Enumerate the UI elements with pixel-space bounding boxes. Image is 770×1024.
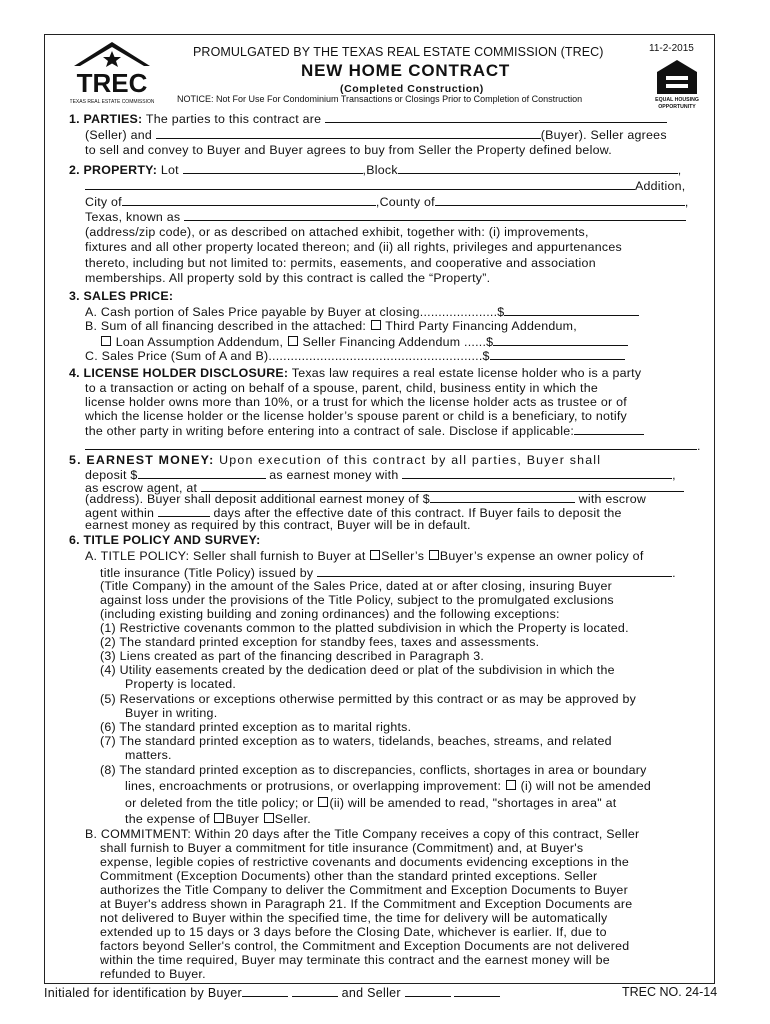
sales-price-c: C. Sales Price (Sum of A and B)..........................................................$: [85, 348, 625, 363]
sales-price-b-2: Loan Assumption Addendum, Seller Financing Addendum ......$: [100, 334, 628, 349]
disclosure-blank[interactable]: [574, 423, 644, 435]
escrow-agent-blank[interactable]: [402, 467, 672, 479]
commitment-line-4: Commitment (Exception Documents) other than the standard printed exceptions. Seller: [100, 869, 598, 883]
title-a-line-5: (including existing building and zoning ordinances) and the following exceptions:: [100, 607, 560, 621]
license-line-3: license holder owns more than 10%, or a trust for which the license holder acts as trustee or of: [85, 395, 627, 409]
sales-price-b: B. Sum of all financing described in the attached: Third Party Financing Addendum,: [85, 319, 577, 333]
parties-blank[interactable]: [325, 111, 667, 123]
address-blank[interactable]: [184, 209, 686, 221]
page-title: NEW HOME CONTRACT: [301, 61, 511, 80]
property-line-2: Addition,: [85, 178, 685, 193]
cash-portion-blank[interactable]: [504, 304, 639, 316]
commitment-line-7: not delivered to Buyer within the specified time, the time for delivery will be automatically: [100, 911, 608, 925]
commitment-line-9: factors beyond Seller's control, the Commitment and Exception Documents are not delivered: [100, 939, 630, 953]
property-line-6: fixtures and all other property located thereon; and (ii) all rights, privileges and appurtenances: [85, 240, 622, 254]
paragraph-1: 1. PARTIES: The parties to this contract are: [69, 111, 667, 126]
additional-earnest-blank[interactable]: [430, 491, 575, 503]
property-line-8: memberships. All property sold by this contract is called the “Property”.: [85, 271, 491, 285]
eho-text-2: OPPORTUNITY: [658, 104, 696, 110]
seller-financing-checkbox[interactable]: [288, 336, 298, 346]
addition-blank[interactable]: [85, 178, 635, 190]
seller-expense-shortage-checkbox[interactable]: [264, 813, 274, 823]
exception-4-cont: Property is located.: [125, 677, 237, 691]
commitment-line-5: authorizes the Title Company to deliver the Commitment and Exception Documents to Buyer: [100, 883, 628, 897]
exception-3: (3) Liens created as part of the financing described in Paragraph 3.: [100, 649, 485, 663]
buyer-expense-shortage-checkbox[interactable]: [214, 813, 224, 823]
commitment-line-11: refunded to Buyer.: [100, 967, 206, 981]
paragraph-4: 4. LICENSE HOLDER DISCLOSURE: Texas law requires a real estate license holder who is a party: [69, 366, 642, 380]
exception-5: (5) Reservations or exceptions otherwise permitted by this contract or as may be approved by: [100, 692, 637, 706]
earnest-line-5: agent within days after the effective date of this contract. If Buyer fails to deposit the: [85, 506, 622, 520]
commitment-line-3: expense, legible copies of restrictive covenants and documents evidencing exceptions in the: [100, 855, 630, 869]
will-be-amended-checkbox[interactable]: [318, 797, 328, 807]
property-line-4: Texas, known as: [85, 209, 686, 224]
sales-price-a: A. Cash portion of Sales Price payable by Buyer at closing.....................$: [85, 304, 639, 319]
heading-earnest-money: 5. EARNEST MONEY:: [69, 453, 215, 467]
exception-7-cont: matters.: [125, 748, 172, 762]
form-number: TREC NO. 24-14: [622, 985, 718, 999]
commitment-line-1: B. COMMITMENT: Within 20 days after the Title Company receives a copy of this contract, Seller: [85, 827, 640, 841]
seller-expense-checkbox[interactable]: [370, 550, 380, 560]
footer-initials: Initialed for identification by Buyer and Seller: [44, 985, 500, 1000]
exception-1: (1) Restrictive covenants common to the platted subdivision in which the Property is located.: [100, 621, 629, 635]
promulgated-line: PROMULGATED BY THE TEXAS REAL ESTATE COMMISSION (TREC): [193, 45, 604, 59]
paragraph-2: 2. PROPERTY: Lot ,Block ,: [69, 163, 682, 177]
buyer-initial-2[interactable]: [292, 985, 338, 997]
seller-initial-2[interactable]: [454, 985, 500, 997]
page-subtitle: (Completed Construction): [340, 83, 484, 95]
commitment-line-2: shall furnish to Buyer a commitment for title insurance (Commitment) and, at Buyer's: [100, 841, 584, 855]
exception-8: (8) The standard printed exception as to discrepancies, conflicts, shortages in area or boundary: [100, 763, 647, 777]
earnest-line-4: (address). Buyer shall deposit additional earnest money of $ with escrow: [85, 492, 647, 506]
property-line-3: City of ,County of ,: [85, 195, 689, 209]
heading-title-policy: 6. TITLE POLICY AND SURVEY:: [69, 533, 261, 547]
exception-6: (6) The standard printed exception as to marital rights.: [100, 720, 412, 734]
seller-initial-1[interactable]: [405, 985, 451, 997]
exception-2: (2) The standard printed exception for standby fees, taxes and assessments.: [100, 635, 540, 649]
heading-property: 2. PROPERTY:: [69, 163, 158, 177]
earnest-line-3: as escrow agent, at: [85, 480, 684, 495]
title-a-line-2: title insurance (Title Policy) issued by .: [100, 566, 676, 580]
title-a-line-4: against loss under the provisions of the Title Policy, subject to the promulgated exclusions: [100, 593, 614, 607]
will-not-be-amended-checkbox[interactable]: [506, 780, 516, 790]
property-line-7: thereto, including but not limited to: permits, easements, and cooperative and association: [85, 256, 596, 270]
license-line-4: which the license holder or the license holder’s spouse parent or child is a beneficiary, to notify: [85, 409, 628, 423]
heading-sales-price: 3. SALES PRICE:: [69, 289, 174, 303]
form-date: 11-2-2015: [649, 43, 694, 54]
earnest-line-6: earnest money as required by this contract, Buyer will be in default.: [85, 518, 471, 532]
loan-assumption-checkbox[interactable]: [101, 336, 111, 346]
third-party-financing-checkbox[interactable]: [371, 320, 381, 330]
property-line-5: (address/zip code), or as described on attached exhibit, together with: (i) improvements,: [85, 225, 589, 239]
earnest-line-2: deposit $ as earnest money with ,: [85, 468, 676, 482]
heading-license-holder: 4. LICENSE HOLDER DISCLOSURE:: [69, 366, 289, 380]
exception-4: (4) Utility easements created by the dedication deed or plat of the subdivision in which the: [100, 663, 615, 677]
title-company-blank[interactable]: [317, 565, 672, 577]
commitment-line-8: extended up to 15 days or 3 days before the Closing Date, whichever is earlier. If, due to: [100, 925, 607, 939]
exception-7: (7) The standard printed exception as to waters, tidelands, beaches, streams, and related: [100, 734, 612, 748]
heading-parties: 1. PARTIES:: [69, 112, 143, 126]
buyer-name-blank[interactable]: [156, 127, 541, 139]
earnest-deposit-blank[interactable]: [138, 467, 266, 479]
sales-price-blank[interactable]: [490, 348, 625, 360]
logo-subtext: TEXAS REAL ESTATE COMMISSION: [70, 99, 154, 105]
exception-8-line-3: or deleted from the title policy; or (ii) will be amended to read, "shortages in area" at: [125, 796, 617, 810]
commitment-line-10: within the time required, Buyer may terminate this contract and the earnest money will be: [100, 953, 610, 967]
title-a-line-1: A. TITLE POLICY: Seller shall furnish to Buyer at Seller’s Buyer’s expense an owner policy of: [85, 549, 644, 563]
lot-blank[interactable]: [183, 162, 363, 174]
title-a-line-3: (Title Company) in the amount of the Sales Price, dated at or after closing, insuring Buyer: [100, 579, 612, 593]
buyer-expense-checkbox[interactable]: [429, 550, 439, 560]
disclosure-blank-2[interactable]: [85, 438, 697, 450]
county-blank[interactable]: [435, 194, 685, 206]
exception-5-cont: Buyer in writing.: [125, 706, 218, 720]
city-blank[interactable]: [122, 194, 376, 206]
commitment-line-6: at Buyer's address shown in Paragraph 21. If the Commitment and Exception Documents are: [100, 897, 633, 911]
paragraph-5: 5. EARNEST MONEY: Upon execution of this contract by all parties, Buyer shall: [69, 453, 602, 467]
exception-8-line-2: lines, encroachments or protrusions, or overlapping improvement: (i) will not be amended: [125, 779, 651, 793]
license-line-5: the other party in writing before entering into a contract of sale. Disclose if applicable:: [85, 423, 644, 438]
notice-line: NOTICE: Not For Use For Condominium Transactions or Closings Prior to Completion of Construction: [177, 94, 583, 104]
license-line-6: .: [85, 438, 701, 453]
days-blank[interactable]: [158, 505, 210, 517]
financing-amount-blank[interactable]: [493, 334, 628, 346]
license-line-2: to a transaction or acting on behalf of a spouse, parent, child, business entity in which the: [85, 381, 598, 395]
block-blank[interactable]: [398, 162, 678, 174]
exception-8-line-4: the expense of Buyer Seller.: [125, 812, 311, 826]
logo-text: TREC: [76, 68, 148, 98]
parties-line-2: (Seller) and (Buyer). Seller agrees: [85, 128, 667, 142]
buyer-initial-1[interactable]: [242, 985, 288, 997]
parties-line-3: to sell and convey to Buyer and Buyer agrees to buy from Seller the Property defined below.: [85, 143, 612, 157]
eho-text-1: EQUAL HOUSING: [655, 97, 699, 103]
